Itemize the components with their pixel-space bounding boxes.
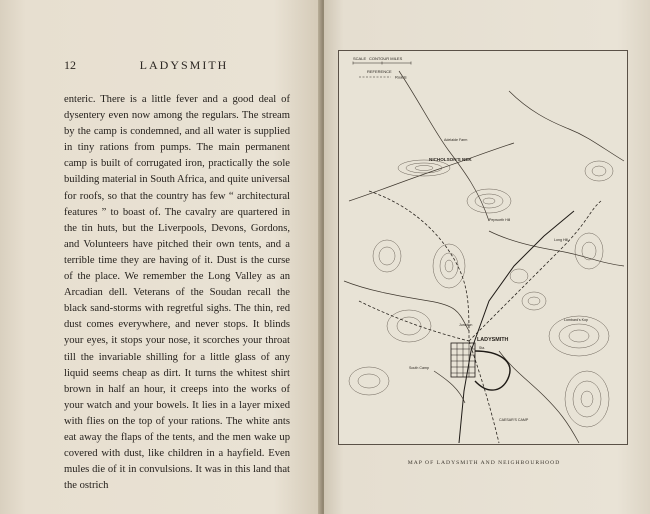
reference-label: REFERENCE [367, 69, 392, 74]
map-rivers [344, 71, 624, 443]
label-lombards-kop: Lombard's Kop [564, 318, 589, 322]
paragraph: enteric. There is a little fever and a good deal of dysentery even now among the regulars. The stream by the camp is condemned, and all water is supplied in tiny rations from pumps. The main permanent camp is built of corrugated iron, practically the sole building material in South Africa, and quite universal for roofs, so that the country has few “ architectural features ” to boast of. The cavalry are quartered in the tin huts, but the Liverpools, Devons, Gordons, and Volunteers have pitched their own tents, and a terrible time they are having of it. Dust is the curse of the place. We remember the Long Valley as an Arcadian dell. Veterans of the Soudan recall the black sand-storms with regretful sighs. The thin, red dust comes everywhere, and never stops. It blinds your eyes, it stops your nose, it scorches your throat till the invariable shilling for a little glass of any liquid seems cheap as dirt. It turns the whitest shirt brown in half an hour, it creeps into the works of your watch and your bowels. It lies in a layer mixed with flies on the top of your rations. The white ants eat away the flaps of the tents, and the men wake up covered with dust, like children in a hayfield. Even mules die of it in convulsions. It was in this land that the ostrich [64, 94, 290, 492]
label-caesars-camp: CAESAR'S CAMP [499, 418, 529, 422]
body-text [64, 92, 290, 494]
label-ladysmith-sub: Sta. [479, 346, 486, 350]
map-railway [459, 211, 574, 443]
page-number: 12 [64, 58, 76, 72]
label-pepworth: Pepworth Hill [489, 218, 511, 222]
map-illustration [339, 51, 627, 444]
scale-label: SCALE [353, 56, 367, 61]
label-long-hill: Long Hill [554, 238, 568, 242]
label-farm-top: Adelaide Farm [444, 138, 468, 142]
map-caption: MAP OF LADYSMITH AND NEIGHBOURHOOD [407, 460, 561, 466]
running-head [64, 58, 304, 74]
scale-text: CONTOUR MILES [369, 56, 403, 61]
roads-label: Roads [395, 74, 407, 80]
label-junction: Junction [459, 323, 473, 327]
right-page [324, 0, 650, 514]
map-roads [359, 191, 601, 443]
label-ladysmith: LADYSMITH [477, 337, 509, 343]
map-plate [338, 50, 628, 445]
label-nicholsons-nek: NICHOLSON'S NEK [429, 157, 472, 162]
ladysmith-town-block [451, 343, 510, 390]
running-title: LADYSMITH [139, 58, 229, 72]
left-page [0, 0, 322, 514]
label-south-camp: South Camp [409, 366, 429, 370]
